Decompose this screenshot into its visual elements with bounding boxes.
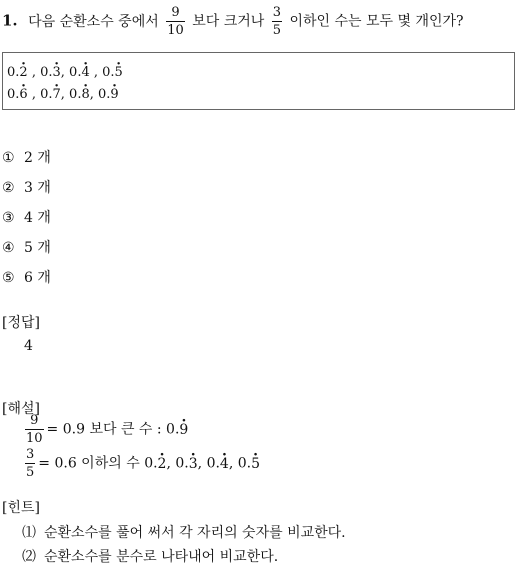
decimal-int: 0. xyxy=(144,455,158,472)
repeating-digit: 5 · xyxy=(115,65,123,80)
choice-5[interactable] xyxy=(2,267,51,287)
question-text-after: 이하인 수는 모두 몇 개인가? xyxy=(289,13,464,30)
choice-mark: ① xyxy=(2,150,15,166)
fraction-numerator: 3 xyxy=(272,5,282,20)
fraction-numerator: 3 xyxy=(26,447,35,462)
hint-text: 순환소수를 풀어 써서 각 자리의 숫자를 비교한다. xyxy=(44,525,346,541)
decimal-int: 0. xyxy=(98,87,111,102)
decimal-line-1 xyxy=(7,65,123,80)
explanation-eq-2: = 0.6 이하의 수 xyxy=(38,455,145,472)
answer-value: 4 xyxy=(24,338,33,354)
question-fraction-2 xyxy=(272,6,282,37)
question xyxy=(2,6,464,37)
explanation-label: [해설] xyxy=(2,401,40,417)
choice-text: 4 개 xyxy=(24,210,51,226)
repeating-digit: 7 · xyxy=(53,87,61,102)
choice-4[interactable] xyxy=(2,237,51,257)
hint-mark: ⑵ xyxy=(22,549,36,565)
repeating-digit: 3 · xyxy=(189,456,198,472)
separator: , xyxy=(60,65,70,80)
separator: , xyxy=(197,455,207,472)
decimal-int: 0. xyxy=(237,455,252,472)
hint-item-1 xyxy=(22,522,346,542)
decimal-box xyxy=(2,52,515,110)
repeating-digit: 2 · xyxy=(19,65,27,80)
choice-2[interactable] xyxy=(2,177,51,197)
separator: , xyxy=(89,87,98,102)
hint-label: [힌트] xyxy=(2,500,40,516)
choice-mark: ③ xyxy=(2,210,15,226)
repeating-digit: 9 · xyxy=(110,87,118,102)
separator: , xyxy=(60,87,70,102)
repeating-digit: 2 · xyxy=(158,456,167,472)
fraction-numerator: 9 xyxy=(171,5,180,20)
decimal-int: 0. xyxy=(40,65,53,80)
explanation-fraction-2 xyxy=(25,448,35,479)
answer-label: [정답] xyxy=(2,315,40,331)
fraction-denominator: 5 xyxy=(26,465,35,480)
decimal-line-2 xyxy=(7,87,119,102)
decimal-int: 0. xyxy=(69,87,82,102)
choice-text: 6 개 xyxy=(24,270,51,286)
separator: , xyxy=(27,65,41,80)
hint-text: 순환소수를 분수로 나타내어 비교한다. xyxy=(44,549,279,565)
decimal-int: 0. xyxy=(102,65,115,80)
explanation-line-1 xyxy=(22,414,188,445)
hint-mark: ⑴ xyxy=(22,525,36,541)
decimal-int: 0. xyxy=(69,65,82,80)
separator: , xyxy=(89,65,103,80)
choice-mark: ⑤ xyxy=(2,270,15,286)
decimal-int: 0. xyxy=(7,87,20,102)
choice-text: 3 개 xyxy=(24,180,51,196)
fraction-denominator: 10 xyxy=(26,431,43,446)
repeating-digit: 3 · xyxy=(53,65,61,80)
explanation-eq-1: = 0.9 보다 큰 수 : 0. xyxy=(46,421,180,438)
choice-text: 2 개 xyxy=(24,150,51,166)
question-text-mid: 보다 크거나 xyxy=(192,13,265,30)
hint-item-2 xyxy=(22,546,278,566)
repeating-digit: 4 · xyxy=(81,65,89,80)
question-text-before: 다음 순환소수 중에서 xyxy=(28,13,159,30)
repeating-digit: 6 · xyxy=(19,87,27,102)
choice-1[interactable] xyxy=(2,147,51,167)
repeating-digit: 5 · xyxy=(251,456,260,472)
decimal-int: 0. xyxy=(206,455,220,472)
question-fraction-1 xyxy=(166,6,185,37)
repeating-digit: 9 · xyxy=(179,422,188,438)
explanation-line-2 xyxy=(22,448,260,479)
separator: , xyxy=(166,455,176,472)
fraction-denominator: 10 xyxy=(167,23,184,38)
explanation-fraction-1 xyxy=(25,414,44,445)
choice-mark: ④ xyxy=(2,240,15,256)
choice-text: 5 개 xyxy=(24,240,51,256)
fraction-numerator: 9 xyxy=(30,413,39,428)
choice-3[interactable] xyxy=(2,207,51,227)
choice-mark: ② xyxy=(2,180,15,196)
question-number: 1. xyxy=(2,11,18,30)
repeating-digit: 8 · xyxy=(81,87,89,102)
separator: , xyxy=(27,87,41,102)
decimal-int: 0. xyxy=(40,87,53,102)
decimal-int: 0. xyxy=(175,455,189,472)
repeating-digit: 4 · xyxy=(220,456,229,472)
separator: , xyxy=(228,455,238,472)
fraction-denominator: 5 xyxy=(272,23,282,38)
decimal-int: 0. xyxy=(7,65,20,80)
